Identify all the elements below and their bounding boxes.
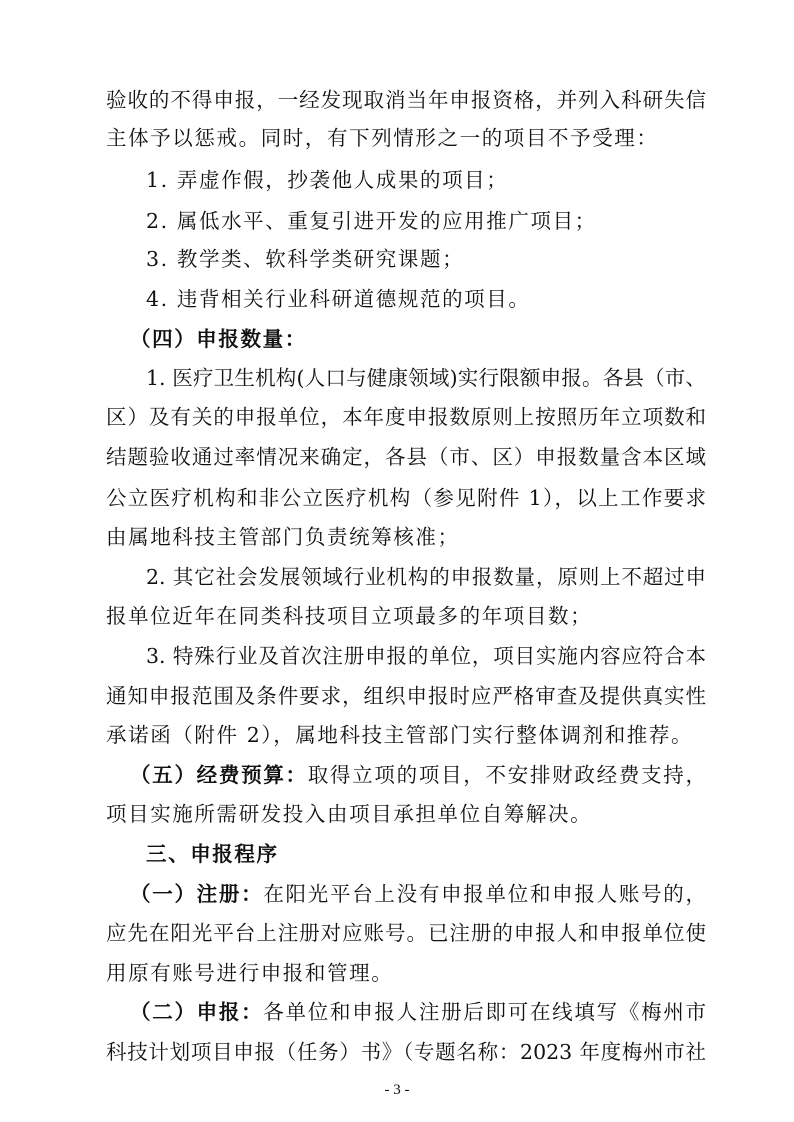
list-item: 4. 违背相关行业科研道德规范的项目。 <box>146 287 531 311</box>
paragraph-line: 用原有账号进行申报和管理。 <box>106 961 394 985</box>
paragraph-line: 项目实施所需研发投入由项目承担单位自筹解决。 <box>106 802 593 826</box>
paragraph-line: 科技计划项目申报（任务）书》（专题名称：2023 年度梅州市社 <box>106 1040 706 1064</box>
paragraph-line: 验收的不得申报，一经发现取消当年申报资格，并列入科研失信 <box>106 88 706 112</box>
paragraph-line: （二）申报：各单位和申报人注册后即可在线填写《梅州市 <box>130 1000 707 1024</box>
section-heading: 三、申报程序 <box>146 842 279 866</box>
paragraph-line: 通知申报范围及条件要求，组织申报时应严格审查及提供真实性 <box>106 684 706 708</box>
paragraph-leadin: （一）注册： <box>130 882 264 906</box>
paragraph-line: （一）注册：在阳光平台上没有申报单位和申报人账号的， <box>130 882 707 906</box>
paragraph-line: 1. 医疗卫生机构(人口与健康领域)实行限额申报。各县（市、 <box>146 366 706 390</box>
list-item: 2. 属低水平、重复引进开发的应用推广项目； <box>146 209 597 233</box>
paragraph-line: 2. 其它社会发展领域行业机构的申报数量，原则上不超过申 <box>146 565 706 589</box>
paragraph-line: （五）经费预算：取得立项的项目，不安排财政经费支持， <box>130 763 707 787</box>
paragraph-line: 由属地科技主管部门负责统筹核准； <box>106 525 460 549</box>
paragraph-line: 结题验收通过率情况来确定，各县（市、区）申报数量含本区域 <box>106 445 706 469</box>
paragraph-line: 承诺函（附件 2），属地科技主管部门实行整体调剂和推荐。 <box>106 723 694 747</box>
page-number: - 3 - <box>384 1082 410 1098</box>
paragraph-line: 3. 特殊行业及首次注册申报的单位，项目实施内容应符合本 <box>146 644 706 668</box>
paragraph-line: 主体予以惩戒。同时，有下列情形之一的项目不予受理： <box>106 126 659 150</box>
paragraph-line: 区）及有关的申报单位，本年度申报数原则上按照历年立项数和 <box>106 405 706 429</box>
list-item: 1. 弄虚作假，抄袭他人成果的项目； <box>146 168 509 192</box>
paragraph-line: 公立医疗机构和非公立医疗机构（参见附件 1），以上工作要求 <box>106 486 706 510</box>
paragraph-leadin: （五）经费预算： <box>130 763 308 787</box>
section-subheading: （四）申报数量： <box>130 327 307 351</box>
paragraph-leadin: （二）申报： <box>130 1000 264 1024</box>
paragraph-line: 报单位近年在同类科技项目立项最多的年项目数； <box>106 604 593 628</box>
paragraph-line: 应先在阳光平台上注册对应账号。已注册的申报人和申报单位使 <box>106 921 706 945</box>
list-item: 3. 教学类、软科学类研究课题； <box>146 247 465 271</box>
